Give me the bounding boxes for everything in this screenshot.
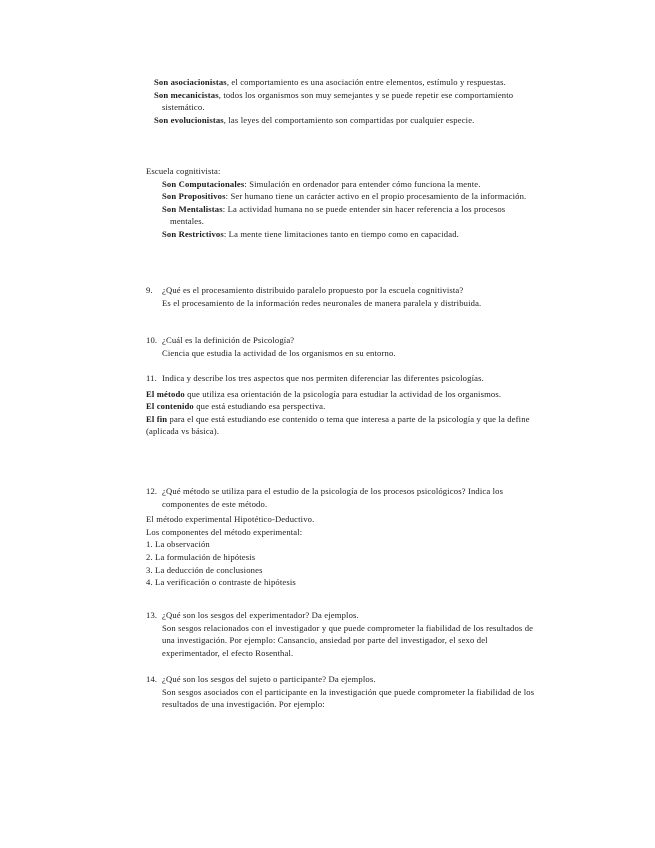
answer-text: Son sesgos asociados con el participante en la investigación que puede comprometer la fiabilidad de los resultados de una investigación. Por ejemplo: xyxy=(162,686,535,710)
question-number: 9. xyxy=(146,285,153,295)
question-text: ¿Qué son los sesgos del sujeto o participante? Da ejemplos. xyxy=(162,674,376,684)
list-item: 3. La deducción de conclusiones xyxy=(146,564,263,575)
list-item: 4. La verificación o contraste de hipótesis xyxy=(146,577,296,588)
components-heading: Los componentes del método experimental: xyxy=(146,526,303,537)
question-13 xyxy=(146,609,536,659)
section-heading: Escuela cognitivista: xyxy=(146,166,221,176)
question-text: ¿Cuál es la definición de Psicología? xyxy=(162,335,295,345)
list-item: Son Mentalistas: La actividad humana no se puede entender sin hacer referencia a los procesos mentales. xyxy=(162,203,506,227)
question-14 xyxy=(146,673,536,711)
list-item: Son asociacionistas, el comportamiento es una asociación entre elementos, estímulo y respuestas. xyxy=(154,77,506,87)
answer-text: Es el procesamiento de la información redes neuronales de manera paralela y distribuida. xyxy=(162,297,482,308)
question-number: 11. xyxy=(146,373,157,383)
answer-text: Ciencia que estudia la actividad de los organismos en su entorno. xyxy=(162,347,396,358)
question-11 xyxy=(146,372,536,438)
list-item: El método que utiliza esa orientación de la psicología para estudiar la actividad de los organismos. xyxy=(146,388,502,399)
conductismo-list xyxy=(146,76,536,126)
list-item: El fin para el que está estudiando ese contenido o tema que interesa a parte de la psicología y que la define (aplicada vs básica). xyxy=(146,413,530,437)
question-text: ¿Qué son los sesgos del experimentador? Da ejemplos. xyxy=(162,610,359,620)
question-number: 10. xyxy=(146,335,158,345)
cognitivista-section xyxy=(146,165,536,241)
list-item: Son Propositivos: Ser humano tiene un carácter activo en el propio procesamiento de la información. xyxy=(162,191,527,202)
question-10 xyxy=(146,334,536,359)
question-12 xyxy=(146,485,536,589)
question-9 xyxy=(146,284,536,309)
answer-text: Son sesgos relacionados con el investigador y que puede comprometer la fiabilidad de los resultados de una investigación. Por ejemplo: Cansancio, ansiedad por parte del investigador, el sexo del experimentador, el efecto Rosenthal. xyxy=(162,622,534,658)
list-item: Son Restrictivos: La mente tiene limitaciones tanto en tiempo como en capacidad. xyxy=(162,228,459,239)
question-text: Indica y describe los tres aspectos que nos permiten diferenciar las diferentes psicologías. xyxy=(162,373,484,383)
list-item: Son evolucionistas, las leyes del comportamiento son compartidas por cualquier especie. xyxy=(154,114,475,125)
question-number: 13. xyxy=(146,610,158,620)
question-number: 14. xyxy=(146,674,158,684)
question-number: 12. xyxy=(146,486,158,496)
question-text: ¿Qué método se utiliza para el estudio de la psicología de los procesos psicológicos? Indica los componentes de este método. xyxy=(162,486,504,509)
list-item: Son Computacionales: Simulación en ordenador para entender cómo funciona la mente. xyxy=(162,178,481,189)
answer-text: El método experimental Hipotético-Deductivo. xyxy=(146,514,315,525)
list-item: 2. La formulación de hipótesis xyxy=(146,551,256,562)
list-item: Son mecanicistas, todos los organismos son muy semejantes y se puede repetir ese comportamiento sistemático. xyxy=(154,89,514,113)
list-item: 1. La observación xyxy=(146,539,210,550)
list-item: El contenido que está estudiando esa perspectiva. xyxy=(146,401,326,412)
question-text: ¿Qué es el procesamiento distribuido paralelo propuesto por la escuela cognitivista? xyxy=(162,285,464,295)
